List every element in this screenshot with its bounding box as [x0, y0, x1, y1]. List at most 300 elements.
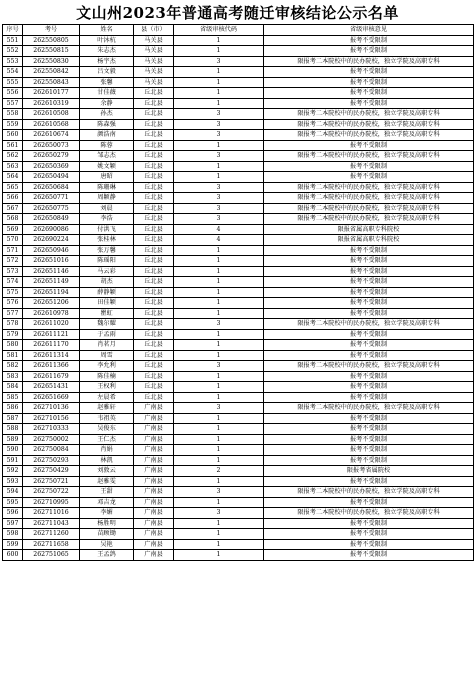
cell-exam-number: 262750084 — [23, 445, 80, 456]
cell-review-opinion: 报考不受限制 — [264, 497, 474, 508]
cell-index: 563 — [3, 161, 23, 172]
table-row — [3, 413, 474, 424]
cell-county: 丘北县 — [134, 308, 174, 319]
table-row — [3, 445, 474, 456]
table-row — [3, 476, 474, 487]
cell-county: 丘北县 — [134, 172, 174, 183]
cell-index: 591 — [3, 455, 23, 466]
cell-review-opinion: 限报省属高职专科院校 — [264, 235, 474, 246]
cell-review-code: 1 — [174, 476, 264, 487]
cell-exam-number: 262650369 — [23, 161, 80, 172]
cell-county: 广南县 — [134, 508, 174, 519]
cell-exam-number: 262711658 — [23, 539, 80, 550]
cell-review-opinion: 报考不受限制 — [264, 98, 474, 109]
cell-index: 595 — [3, 497, 23, 508]
table-row — [3, 119, 474, 130]
cell-review-opinion: 限报考二本院校中的民办院校，独立学院及高职专科 — [264, 119, 474, 130]
cell-review-opinion: 报考不受限制 — [264, 382, 474, 393]
cell-review-code: 2 — [174, 466, 264, 477]
cell-review-opinion: 报考不受限制 — [264, 140, 474, 151]
cell-index: 574 — [3, 277, 23, 288]
cell-county: 丘北县 — [134, 319, 174, 330]
cell-review-opinion: 报考不受限制 — [264, 172, 474, 183]
cell-review-code: 4 — [174, 224, 264, 235]
cell-review-code: 3 — [174, 119, 264, 130]
cell-name: 叶沐杭 — [80, 35, 134, 46]
table-row — [3, 550, 474, 561]
cell-review-opinion: 报考不受限制 — [264, 67, 474, 78]
cell-county: 马关县 — [134, 67, 174, 78]
cell-exam-number: 262611314 — [23, 350, 80, 361]
cell-name: 王权利 — [80, 382, 134, 393]
cell-exam-number: 262690224 — [23, 235, 80, 246]
cell-review-code: 1 — [174, 445, 264, 456]
cell-exam-number: 262650494 — [23, 172, 80, 183]
cell-review-code: 1 — [174, 245, 264, 256]
cell-county: 丘北县 — [134, 140, 174, 151]
cell-name: 赵雅轩 — [80, 403, 134, 414]
cell-review-opinion: 限报考二本院校中的民办院校，独立学院及高职专科 — [264, 508, 474, 519]
cell-review-code: 3 — [174, 403, 264, 414]
cell-review-code: 1 — [174, 340, 264, 351]
cell-exam-number: 262651146 — [23, 266, 80, 277]
cell-review-code: 1 — [174, 67, 264, 78]
cell-county: 丘北县 — [134, 119, 174, 130]
cell-review-code: 1 — [174, 46, 264, 57]
cell-index: 561 — [3, 140, 23, 151]
cell-name: 马云彩 — [80, 266, 134, 277]
cell-exam-number: 262750722 — [23, 487, 80, 498]
cell-review-opinion: 限报考二本院校中的民办院校，独立学院及高职专科 — [264, 361, 474, 372]
cell-name: 唐昭 — [80, 172, 134, 183]
table-row — [3, 193, 474, 204]
cell-index: 555 — [3, 77, 23, 88]
cell-exam-number: 262710156 — [23, 413, 80, 424]
cell-county: 丘北县 — [134, 256, 174, 267]
cell-exam-number: 262650279 — [23, 151, 80, 162]
cell-exam-number: 262550843 — [23, 77, 80, 88]
cell-county: 丘北县 — [134, 88, 174, 99]
table-row — [3, 256, 474, 267]
cell-index: 552 — [3, 46, 23, 57]
cell-index: 558 — [3, 109, 23, 120]
cell-county: 丘北县 — [134, 245, 174, 256]
cell-review-opinion: 报考不受限制 — [264, 329, 474, 340]
cell-name: 王甜 — [80, 487, 134, 498]
cell-county: 广南县 — [134, 529, 174, 540]
page-title: 文山州2023年普通高考随迁审核结论公示名单 — [76, 4, 399, 22]
cell-review-code: 1 — [174, 539, 264, 550]
table-row — [3, 109, 474, 120]
cell-county: 广南县 — [134, 550, 174, 561]
cell-exam-number: 262650849 — [23, 214, 80, 225]
cell-index: 568 — [3, 214, 23, 225]
cell-county: 广南县 — [134, 445, 174, 456]
cell-name: 李允利 — [80, 361, 134, 372]
cell-index: 560 — [3, 130, 23, 141]
cell-exam-number: 262550805 — [23, 35, 80, 46]
cell-county: 马关县 — [134, 77, 174, 88]
cell-review-code: 1 — [174, 172, 264, 183]
cell-exam-number: 262710995 — [23, 497, 80, 508]
cell-review-code: 1 — [174, 287, 264, 298]
cell-exam-number: 262611170 — [23, 340, 80, 351]
cell-exam-number: 262610319 — [23, 98, 80, 109]
table-row — [3, 392, 474, 403]
cell-exam-number: 262611366 — [23, 361, 80, 372]
cell-exam-number: 262550830 — [23, 56, 80, 67]
cell-review-opinion: 报考不受限制 — [264, 424, 474, 435]
cell-name: 王孟鸽 — [80, 550, 134, 561]
cell-county: 丘北县 — [134, 329, 174, 340]
cell-exam-number: 262651206 — [23, 298, 80, 309]
cell-index: 590 — [3, 445, 23, 456]
cell-review-code: 1 — [174, 329, 264, 340]
cell-review-opinion: 报考不受限制 — [264, 266, 474, 277]
cell-review-code: 3 — [174, 487, 264, 498]
cell-index: 565 — [3, 182, 23, 193]
cell-review-code: 1 — [174, 413, 264, 424]
cell-review-opinion: 报考不受限制 — [264, 371, 474, 382]
cell-name: 陈瑶阳 — [80, 256, 134, 267]
cell-review-opinion: 报考不受限制 — [264, 350, 474, 361]
cell-review-opinion: 报考不受限制 — [264, 413, 474, 424]
cell-exam-number: 262610978 — [23, 308, 80, 319]
cell-review-code: 1 — [174, 140, 264, 151]
table-row — [3, 287, 474, 298]
cell-county: 广南县 — [134, 539, 174, 550]
cell-name: 刘敦云 — [80, 466, 134, 477]
cell-county: 马关县 — [134, 56, 174, 67]
table-row — [3, 224, 474, 235]
cell-county: 丘北县 — [134, 224, 174, 235]
table-row — [3, 266, 474, 277]
cell-exam-number: 262611121 — [23, 329, 80, 340]
table-row — [3, 235, 474, 246]
cell-name: 颜浩南 — [80, 130, 134, 141]
cell-county: 丘北县 — [134, 287, 174, 298]
table-row — [3, 172, 474, 183]
header-exam-number: 考号 — [23, 25, 80, 36]
cell-name: 魏尔耀 — [80, 319, 134, 330]
table-row — [3, 277, 474, 288]
cell-name: 韦祖英 — [80, 413, 134, 424]
cell-name: 张万馨 — [80, 245, 134, 256]
cell-name: 李浩 — [80, 214, 134, 225]
cell-index: 562 — [3, 151, 23, 162]
cell-county: 广南县 — [134, 476, 174, 487]
cell-name: 肖娟 — [80, 445, 134, 456]
cell-index: 598 — [3, 529, 23, 540]
cell-review-code: 1 — [174, 382, 264, 393]
cell-index: 575 — [3, 287, 23, 298]
cell-review-opinion: 报考不受限制 — [264, 35, 474, 46]
cell-review-code: 1 — [174, 277, 264, 288]
table-row — [3, 203, 474, 214]
table-row — [3, 245, 474, 256]
cell-exam-number: 262711260 — [23, 529, 80, 540]
cell-review-code: 1 — [174, 298, 264, 309]
cell-county: 广南县 — [134, 434, 174, 445]
table-row — [3, 182, 474, 193]
table-row — [3, 455, 474, 466]
cell-county: 广南县 — [134, 455, 174, 466]
cell-exam-number: 262711016 — [23, 508, 80, 519]
cell-index: 582 — [3, 361, 23, 372]
cell-name: 林凯 — [80, 455, 134, 466]
cell-index: 557 — [3, 98, 23, 109]
table-row — [3, 214, 474, 225]
cell-exam-number: 262651016 — [23, 256, 80, 267]
cell-exam-number: 262610508 — [23, 109, 80, 120]
cell-review-opinion: 报考不受限制 — [264, 550, 474, 561]
cell-index: 597 — [3, 518, 23, 529]
cell-name: 苗顾锄 — [80, 529, 134, 540]
cell-index: 577 — [3, 308, 23, 319]
cell-review-opinion: 报考不受限制 — [264, 476, 474, 487]
cell-name: 陈佳楠 — [80, 371, 134, 382]
table-row — [3, 382, 474, 393]
table-row — [3, 77, 474, 88]
cell-name: 陈蓉 — [80, 140, 134, 151]
cell-index: 580 — [3, 340, 23, 351]
cell-county: 丘北县 — [134, 130, 174, 141]
cell-review-opinion: 报考不受限制 — [264, 298, 474, 309]
cell-review-opinion: 报考不受限制 — [264, 308, 474, 319]
cell-index: 573 — [3, 266, 23, 277]
cell-name: 朱志杰 — [80, 46, 134, 57]
cell-name: 瞿虹 — [80, 308, 134, 319]
cell-review-opinion: 报考不受限制 — [264, 518, 474, 529]
table-row — [3, 350, 474, 361]
table-row — [3, 88, 474, 99]
results-table — [2, 24, 474, 561]
cell-review-code: 1 — [174, 35, 264, 46]
cell-exam-number: 262610568 — [23, 119, 80, 130]
cell-name: 吕文毅 — [80, 67, 134, 78]
cell-exam-number: 262651149 — [23, 277, 80, 288]
cell-review-code: 1 — [174, 88, 264, 99]
cell-name: 邹志杰 — [80, 151, 134, 162]
cell-county: 广南县 — [134, 497, 174, 508]
cell-review-code: 3 — [174, 109, 264, 120]
cell-index: 570 — [3, 235, 23, 246]
cell-review-code: 3 — [174, 203, 264, 214]
cell-review-code: 1 — [174, 350, 264, 361]
cell-county: 丘北县 — [134, 161, 174, 172]
cell-review-code: 1 — [174, 308, 264, 319]
table-row — [3, 539, 474, 550]
cell-name: 周颖静 — [80, 193, 134, 204]
cell-review-code: 1 — [174, 256, 264, 267]
cell-review-opinion: 报考不受限制 — [264, 287, 474, 298]
cell-index: 551 — [3, 35, 23, 46]
table-row — [3, 340, 474, 351]
cell-name: 胡杰 — [80, 277, 134, 288]
cell-name: 肖茗月 — [80, 340, 134, 351]
cell-name: 张桂林 — [80, 235, 134, 246]
cell-exam-number: 262750293 — [23, 455, 80, 466]
cell-exam-number: 262711043 — [23, 518, 80, 529]
cell-review-opinion: 报考不受限制 — [264, 245, 474, 256]
table-row — [3, 518, 474, 529]
cell-review-opinion: 报考不受限制 — [264, 455, 474, 466]
table-row — [3, 67, 474, 78]
cell-index: 588 — [3, 424, 23, 435]
cell-index: 564 — [3, 172, 23, 183]
cell-county: 广南县 — [134, 403, 174, 414]
header-county: 县（市） — [134, 25, 174, 36]
cell-exam-number: 262690086 — [23, 224, 80, 235]
table-row — [3, 130, 474, 141]
cell-review-opinion: 限报考二本院校中的民办院校，独立学院及高职专科 — [264, 109, 474, 120]
table-row — [3, 403, 474, 414]
cell-review-opinion: 报考不受限制 — [264, 161, 474, 172]
table-row — [3, 56, 474, 67]
cell-name: 甘佳薇 — [80, 88, 134, 99]
cell-exam-number: 262610674 — [23, 130, 80, 141]
cell-name: 付洪飞 — [80, 224, 134, 235]
cell-exam-number: 262610177 — [23, 88, 80, 99]
cell-name: 王仁杰 — [80, 434, 134, 445]
cell-review-code: 1 — [174, 161, 264, 172]
table-row — [3, 140, 474, 151]
cell-exam-number: 262650946 — [23, 245, 80, 256]
cell-review-opinion: 限报考二本院校中的民办院校，独立学院及高职专科 — [264, 151, 474, 162]
table-row — [3, 35, 474, 46]
cell-county: 广南县 — [134, 518, 174, 529]
cell-index: 593 — [3, 476, 23, 487]
cell-review-opinion: 报考不受限制 — [264, 434, 474, 445]
cell-county: 丘北县 — [134, 340, 174, 351]
cell-review-code: 1 — [174, 518, 264, 529]
cell-review-code: 1 — [174, 434, 264, 445]
header-name: 姓名 — [80, 25, 134, 36]
cell-exam-number: 262550842 — [23, 67, 80, 78]
cell-review-opinion: 限报考二本院校中的民办院校，独立学院及高职专科 — [264, 203, 474, 214]
cell-county: 丘北县 — [134, 266, 174, 277]
cell-county: 广南县 — [134, 424, 174, 435]
cell-exam-number: 262550815 — [23, 46, 80, 57]
cell-review-code: 1 — [174, 98, 264, 109]
cell-index: 584 — [3, 382, 23, 393]
cell-county: 丘北县 — [134, 182, 174, 193]
table-row — [3, 151, 474, 162]
cell-name: 陈森强 — [80, 119, 134, 130]
cell-county: 广南县 — [134, 413, 174, 424]
cell-county: 丘北县 — [134, 350, 174, 361]
cell-index: 592 — [3, 466, 23, 477]
cell-review-opinion: 限报考二本院校中的民办院校，独立学院及高职专科 — [264, 193, 474, 204]
cell-index: 567 — [3, 203, 23, 214]
cell-review-opinion: 报考不受限制 — [264, 392, 474, 403]
cell-index: 594 — [3, 487, 23, 498]
cell-review-opinion: 限报考二本院校中的民办院校，独立学院及高职专科 — [264, 319, 474, 330]
table-row — [3, 508, 474, 519]
cell-review-code: 3 — [174, 130, 264, 141]
cell-name: 姚文颖 — [80, 161, 134, 172]
cell-review-code: 3 — [174, 508, 264, 519]
cell-name: 杨宇杰 — [80, 56, 134, 67]
cell-county: 马关县 — [134, 46, 174, 57]
cell-review-code: 3 — [174, 214, 264, 225]
table-row — [3, 487, 474, 498]
table-header-row — [3, 25, 474, 36]
cell-exam-number: 262750721 — [23, 476, 80, 487]
cell-review-opinion: 报考不受限制 — [264, 256, 474, 267]
cell-review-code: 3 — [174, 361, 264, 372]
cell-index: 576 — [3, 298, 23, 309]
cell-name: 吴艳 — [80, 539, 134, 550]
cell-review-code: 3 — [174, 151, 264, 162]
cell-review-opinion: 报考不受限制 — [264, 529, 474, 540]
cell-exam-number: 262650775 — [23, 203, 80, 214]
cell-name: 吴俊东 — [80, 424, 134, 435]
cell-index: 554 — [3, 67, 23, 78]
cell-review-code: 1 — [174, 529, 264, 540]
header-review-code: 省级审核代码 — [174, 25, 264, 36]
cell-exam-number: 262650073 — [23, 140, 80, 151]
cell-review-opinion: 报考不受限制 — [264, 77, 474, 88]
cell-index: 583 — [3, 371, 23, 382]
cell-name: 杨胜明 — [80, 518, 134, 529]
cell-name: 赵雅雯 — [80, 476, 134, 487]
cell-county: 丘北县 — [134, 392, 174, 403]
cell-index: 553 — [3, 56, 23, 67]
table-row — [3, 46, 474, 57]
cell-index: 585 — [3, 392, 23, 403]
table-row — [3, 329, 474, 340]
cell-review-code: 1 — [174, 392, 264, 403]
cell-review-code: 4 — [174, 235, 264, 246]
cell-review-opinion: 限报考二本院校中的民办院校，独立学院及高职专科 — [264, 182, 474, 193]
cell-name: 李媚 — [80, 508, 134, 519]
table-row — [3, 497, 474, 508]
cell-exam-number: 262611679 — [23, 371, 80, 382]
cell-index: 569 — [3, 224, 23, 235]
cell-review-opinion: 限报考二本院校中的民办院校，独立学院及高职专科 — [264, 403, 474, 414]
cell-review-code: 3 — [174, 182, 264, 193]
cell-name: 薛静颖 — [80, 287, 134, 298]
cell-index: 596 — [3, 508, 23, 519]
cell-county: 丘北县 — [134, 151, 174, 162]
cell-exam-number: 262710136 — [23, 403, 80, 414]
cell-exam-number: 262710333 — [23, 424, 80, 435]
cell-county: 丘北县 — [134, 235, 174, 246]
cell-review-opinion: 限报考二本院校中的民办院校，独立学院及高职专科 — [264, 214, 474, 225]
cell-review-code: 1 — [174, 371, 264, 382]
cell-index: 572 — [3, 256, 23, 267]
table-row — [3, 371, 474, 382]
cell-review-code: 1 — [174, 266, 264, 277]
table-row — [3, 434, 474, 445]
cell-name: 刘晨 — [80, 203, 134, 214]
cell-review-opinion: 报考不受限制 — [264, 445, 474, 456]
cell-exam-number: 262651431 — [23, 382, 80, 393]
cell-county: 丘北县 — [134, 203, 174, 214]
cell-review-opinion: 报考不受限制 — [264, 539, 474, 550]
cell-county: 广南县 — [134, 487, 174, 498]
cell-county: 丘北县 — [134, 109, 174, 120]
cell-index: 581 — [3, 350, 23, 361]
cell-exam-number: 262611020 — [23, 319, 80, 330]
cell-review-opinion: 限报考二本院校中的民办院校，独立学院及高职专科 — [264, 56, 474, 67]
cell-name: 孙杰 — [80, 109, 134, 120]
cell-exam-number: 262650684 — [23, 182, 80, 193]
cell-review-code: 1 — [174, 497, 264, 508]
cell-review-opinion: 报考不受限制 — [264, 277, 474, 288]
cell-review-opinion: 限报省属高职专科院校 — [264, 224, 474, 235]
